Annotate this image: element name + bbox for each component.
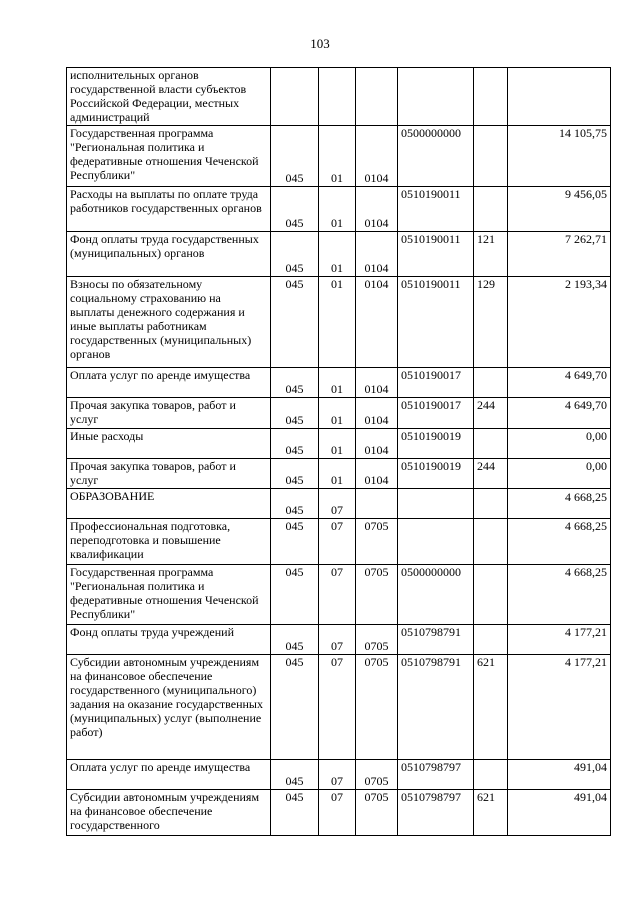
target-code: 0510190011 [398, 187, 474, 232]
expense-type-code [474, 126, 508, 187]
expense-type-code: 129 [474, 277, 508, 368]
amount: 4 177,21 [508, 625, 611, 655]
ministry-code: 045 [271, 760, 319, 790]
row-name: Оплата услуг по аренде имущества [67, 760, 271, 790]
ministry-code: 045 [271, 459, 319, 489]
subsection-code [356, 68, 398, 126]
amount: 491,04 [508, 790, 611, 836]
row-name: Прочая закупка товаров, работ и услуг [67, 398, 271, 429]
expense-type-code [474, 760, 508, 790]
ministry-code: 045 [271, 126, 319, 187]
ministry-code: 045 [271, 277, 319, 368]
table-row [67, 655, 611, 760]
section-code: 07 [319, 790, 356, 836]
amount: 4 668,25 [508, 565, 611, 625]
amount: 4 649,70 [508, 368, 611, 398]
ministry-code: 045 [271, 232, 319, 277]
amount: 9 456,05 [508, 187, 611, 232]
section-code: 01 [319, 398, 356, 429]
target-code: 0510190019 [398, 429, 474, 459]
section-code: 01 [319, 368, 356, 398]
expense-type-code [474, 565, 508, 625]
table-row [67, 232, 611, 277]
row-name: исполнительных органов государственной власти субъектов Российской Федерации, местных администраций [67, 68, 271, 126]
budget-table [66, 67, 611, 836]
expense-type-code [474, 519, 508, 565]
section-code: 07 [319, 519, 356, 565]
section-code: 07 [319, 625, 356, 655]
expense-type-code: 244 [474, 459, 508, 489]
target-code: 0510798791 [398, 655, 474, 760]
amount: 2 193,34 [508, 277, 611, 368]
section-code: 01 [319, 277, 356, 368]
subsection-code: 0104 [356, 368, 398, 398]
table-row [67, 68, 611, 126]
subsection-code: 0705 [356, 565, 398, 625]
target-code: 0500000000 [398, 565, 474, 625]
table-row [67, 429, 611, 459]
expense-type-code [474, 368, 508, 398]
expense-type-code: 244 [474, 398, 508, 429]
ministry-code: 045 [271, 187, 319, 232]
ministry-code: 045 [271, 565, 319, 625]
expense-type-code [474, 489, 508, 519]
table-row [67, 459, 611, 489]
row-name: Фонд оплаты труда государственных (муниципальных) органов [67, 232, 271, 277]
row-name: Оплата услуг по аренде имущества [67, 368, 271, 398]
section-code [319, 68, 356, 126]
target-code: 0510798791 [398, 625, 474, 655]
subsection-code: 0705 [356, 790, 398, 836]
ministry-code: 045 [271, 398, 319, 429]
subsection-code [356, 489, 398, 519]
subsection-code: 0104 [356, 277, 398, 368]
row-name: Иные расходы [67, 429, 271, 459]
section-code: 07 [319, 565, 356, 625]
table-row [67, 368, 611, 398]
subsection-code: 0104 [356, 398, 398, 429]
page-number: 103 [310, 36, 330, 51]
table-row [67, 760, 611, 790]
row-name: Субсидии автономным учреждениям на финансовое обеспечение государственного (муниципального) задания на оказание государственных (муниципальных) услуг (выполнение работ) [67, 655, 271, 760]
ministry-code: 045 [271, 368, 319, 398]
table-row [67, 398, 611, 429]
ministry-code: 045 [271, 625, 319, 655]
target-code: 0510190017 [398, 398, 474, 429]
expense-type-code [474, 429, 508, 459]
ministry-code [271, 68, 319, 126]
table-row [67, 277, 611, 368]
subsection-code: 0104 [356, 232, 398, 277]
expense-type-code [474, 625, 508, 655]
amount: 14 105,75 [508, 126, 611, 187]
row-name: Расходы на выплаты по оплате труда работников государственных органов [67, 187, 271, 232]
amount: 4 177,21 [508, 655, 611, 760]
subsection-code: 0104 [356, 187, 398, 232]
amount: 491,04 [508, 760, 611, 790]
subsection-code: 0705 [356, 625, 398, 655]
target-code: 0510190017 [398, 368, 474, 398]
table-row [67, 790, 611, 836]
row-name: Государственная программа "Региональная политика и федеративные отношения Чеченской Республики" [67, 565, 271, 625]
section-code: 01 [319, 187, 356, 232]
section-code: 01 [319, 429, 356, 459]
section-code: 07 [319, 489, 356, 519]
expense-type-code: 621 [474, 655, 508, 760]
target-code: 0500000000 [398, 126, 474, 187]
subsection-code: 0104 [356, 126, 398, 187]
subsection-code: 0104 [356, 459, 398, 489]
subsection-code: 0104 [356, 429, 398, 459]
section-code: 01 [319, 232, 356, 277]
row-name: Субсидии автономным учреждениям на финансовое обеспечение государственного [67, 790, 271, 836]
table-row [67, 565, 611, 625]
section-code: 01 [319, 126, 356, 187]
amount: 0,00 [508, 459, 611, 489]
ministry-code: 045 [271, 429, 319, 459]
amount: 7 262,71 [508, 232, 611, 277]
ministry-code: 045 [271, 655, 319, 760]
subsection-code: 0705 [356, 655, 398, 760]
ministry-code: 045 [271, 519, 319, 565]
target-code [398, 519, 474, 565]
ministry-code: 045 [271, 489, 319, 519]
target-code: 0510190019 [398, 459, 474, 489]
row-name: Прочая закупка товаров, работ и услуг [67, 459, 271, 489]
row-name: Взносы по обязательному социальному страхованию на выплаты денежного содержания и иные выплаты работникам государственных (муниципальных) органов [67, 277, 271, 368]
section-code: 01 [319, 459, 356, 489]
row-name: Профессиональная подготовка, переподготовка и повышение квалификации [67, 519, 271, 565]
row-name: ОБРАЗОВАНИЕ [67, 489, 271, 519]
expense-type-code: 121 [474, 232, 508, 277]
table-row [67, 126, 611, 187]
section-code: 07 [319, 655, 356, 760]
target-code [398, 68, 474, 126]
expense-type-code [474, 187, 508, 232]
subsection-code: 0705 [356, 519, 398, 565]
expense-type-code [474, 68, 508, 126]
target-code [398, 489, 474, 519]
table-row [67, 625, 611, 655]
amount [508, 68, 611, 126]
ministry-code: 045 [271, 790, 319, 836]
target-code: 0510190011 [398, 232, 474, 277]
section-code: 07 [319, 760, 356, 790]
table-row [67, 519, 611, 565]
amount: 4 668,25 [508, 489, 611, 519]
expense-type-code: 621 [474, 790, 508, 836]
target-code: 0510190011 [398, 277, 474, 368]
table-row [67, 187, 611, 232]
row-name: Фонд оплаты труда учреждений [67, 625, 271, 655]
table-row [67, 489, 611, 519]
row-name: Государственная программа "Региональная политика и федеративные отношения Чеченской Республики" [67, 126, 271, 187]
target-code: 0510798797 [398, 760, 474, 790]
amount: 4 668,25 [508, 519, 611, 565]
amount: 0,00 [508, 429, 611, 459]
target-code: 0510798797 [398, 790, 474, 836]
amount: 4 649,70 [508, 398, 611, 429]
subsection-code: 0705 [356, 760, 398, 790]
